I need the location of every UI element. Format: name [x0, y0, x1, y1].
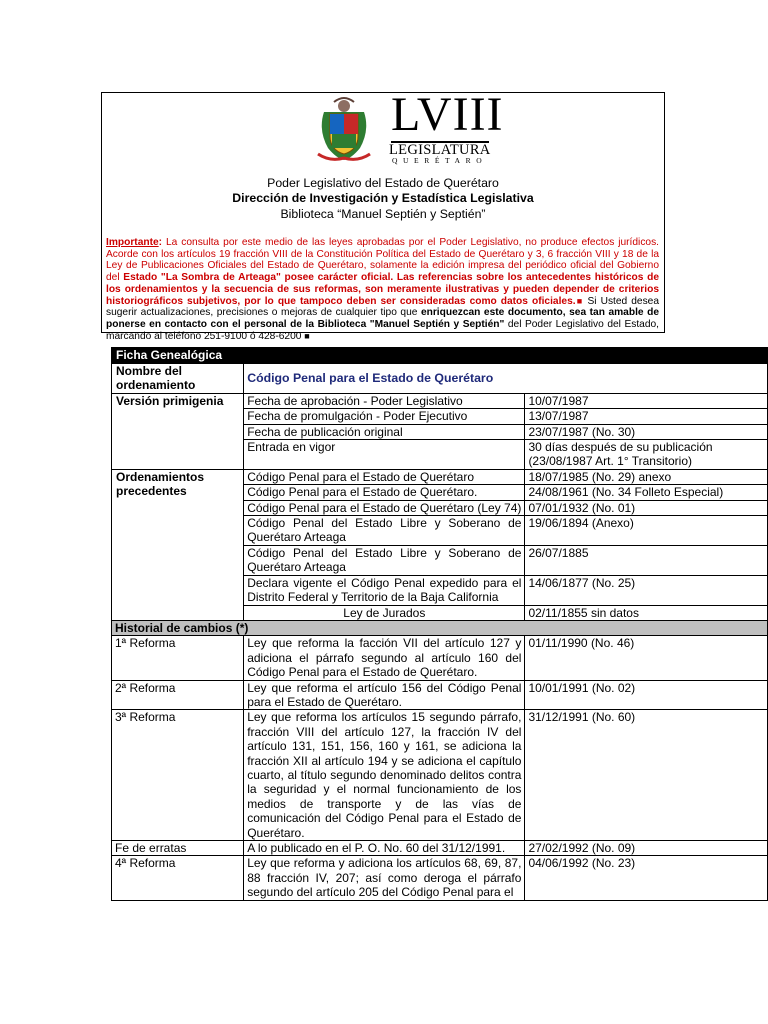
table-row [112, 680, 768, 710]
legal-notice [106, 237, 659, 342]
table-row [112, 841, 768, 856]
row-item: Código Penal del Estado Libre y Soberano de Querétaro Arteaga [244, 545, 525, 575]
notice-red-bold: Estado "La Sombra de Arteaga" posee carácter oficial. Las referencias sobre los antecedentes históricos de los ordenamientos y la secuencia de sus reformas, son meramente ilustrativas y pueden depender de criterios historiográficos subjetivos, por lo que tampoco deben ser consideradas como datos oficiales. [106, 272, 659, 307]
brand-state: QUERÉTARO [392, 156, 488, 165]
version-label: Versión primigenia [112, 393, 244, 469]
square-bullet-icon: ■ [575, 295, 584, 306]
row-value: 02/11/1855 sin datos [525, 605, 768, 620]
row-label: Fe de erratas [112, 841, 244, 856]
historial-heading-row [112, 620, 768, 635]
row-value: 23/07/1987 (No. 30) [525, 424, 768, 439]
row-value: 10/07/1987 [525, 393, 768, 408]
square-bullet-icon: ■ [304, 330, 310, 341]
row-value: 19/06/1894 (Anexo) [525, 516, 768, 546]
row-item: Código Penal para el Estado de Querétaro. [244, 485, 525, 500]
row-item: Ley de Jurados [244, 605, 525, 620]
coat-of-arms-icon [310, 96, 378, 164]
header-box [101, 88, 665, 342]
row-value: 31/12/1991 (No. 60) [525, 710, 768, 841]
table-row [112, 364, 768, 394]
row-value: 01/11/1990 (No. 46) [525, 636, 768, 680]
row-value: 04/06/1992 (No. 23) [525, 856, 768, 900]
ordinance-title: Código Penal para el Estado de Querétaro [244, 364, 768, 394]
precedentes-label: Ordenamientos precedentes [112, 469, 244, 620]
name-label: Nombre del ordenamiento [112, 364, 244, 394]
brand-word: LEGISLATURA [389, 142, 491, 158]
direction-name: Dirección de Investigación y Estadística Legislativa [232, 191, 534, 205]
row-item: Código Penal del Estado Libre y Soberano de Querétaro Arteaga [244, 516, 525, 546]
notice-label: Importante [106, 237, 159, 248]
table-row [112, 469, 768, 484]
notice-contact-text: Si Usted desea sugerir actualizaciones, precisiones o mejoras de cualquier tipo que [106, 295, 660, 319]
row-value: 14/06/1877 (No. 25) [525, 575, 768, 605]
row-item: Código Penal para el Estado de Querétaro (Ley 74) [244, 500, 525, 515]
row-item: Ley que reforma los artículos 15 segundo párrafo, fracción VIII del artículo 127, la fracción IV del artículo 131, 151, 156, 160 y 161, se adiciona la fracción XII al artículo 194 y se adiciona el capítulo cuarto, al título segundo denominado delitos contra la seguridad y el normal funcionamiento de los medios de transporte y de las vías de comunicación del Código Penal para el Estado de Querétaro. [244, 710, 525, 841]
row-label: 4ª Reforma [112, 856, 244, 900]
notice-phone-text: del Poder Legislativo del Estado, marcando al teléfono 251-9100 ó 428-6200 [106, 318, 659, 342]
row-item: Fecha de publicación original [244, 424, 525, 439]
table-row [112, 856, 768, 900]
row-item: Fecha de aprobación - Poder Legislativo [244, 393, 525, 408]
ficha-genealogica-table [111, 347, 768, 901]
row-label: 3ª Reforma [112, 710, 244, 841]
ficha-heading-row [112, 348, 768, 364]
row-item: Declara vigente el Código Penal expedido para el Distrito Federal y Territorio de la Baja California [244, 575, 525, 605]
row-item: A lo publicado en el P. O. No. 60 del 31/12/1991. [244, 841, 525, 856]
row-item: Código Penal para el Estado de Querétaro [244, 469, 525, 484]
notice-red-text: La consulta por este medio de las leyes aprobadas por el Poder Legislativo, no produce efectos jurídicos. Acorde con los artículos 19 fracción VIII de la Constitución Política del Estado de Querétaro y 3, 6 fracción VIII y 18 de la Ley de Publicaciones Oficiales del Estado de Querétaro, solamente la edición impresa del periódico oficial del Gobierno del [106, 237, 659, 284]
notice-colon: : [158, 237, 163, 248]
brand-number: LVIII [391, 88, 504, 141]
row-value: 24/08/1961 (No. 34 Folleto Especial) [525, 485, 768, 500]
row-item: Ley que reforma el artículo 156 del Código Penal para el Estado de Querétaro. [244, 680, 525, 710]
row-item: Entrada en vigor [244, 440, 525, 470]
row-item: Ley que reforma la facción VII del artículo 127 y adiciona el párrafo segundo al artículo 160 del Código Penal para el Estado de Querétaro. [244, 636, 525, 680]
row-value: 10/01/1991 (No. 02) [525, 680, 768, 710]
notice-contact-bold: enriquezcan este documento, sea tan amable de ponerse en contacto con el personal de la Biblioteca "Manuel Septién y Septién" [106, 307, 659, 330]
row-value: 13/07/1987 [525, 409, 768, 424]
row-label: 1ª Reforma [112, 636, 244, 680]
table-row [112, 393, 768, 408]
row-value: 30 días después de su publicación (23/08/1987 Art. 1° Transitorio) [525, 440, 768, 470]
ficha-heading: Ficha Genealógica [112, 348, 768, 364]
row-value: 07/01/1932 (No. 01) [525, 500, 768, 515]
table-row [112, 636, 768, 680]
row-item: Ley que reforma y adiciona los artículos 68, 69, 87, 88 fracción IV, 207; así como deroga el párrafo segundo del artículo 205 del Código Penal para el [244, 856, 525, 900]
row-value: 18/07/1985 (No. 29) anexo [525, 469, 768, 484]
row-value: 27/02/1992 (No. 09) [525, 841, 768, 856]
table-row [112, 710, 768, 841]
row-label: 2ª Reforma [112, 680, 244, 710]
row-value: 26/07/1885 [525, 545, 768, 575]
library-name: Biblioteca “Manuel Septién y Septién” [280, 207, 486, 221]
row-item: Fecha de promulgación - Poder Ejecutivo [244, 409, 525, 424]
historial-heading: Historial de cambios (*) [112, 620, 768, 635]
institution-name: Poder Legislativo del Estado de Querétaro [267, 176, 499, 190]
